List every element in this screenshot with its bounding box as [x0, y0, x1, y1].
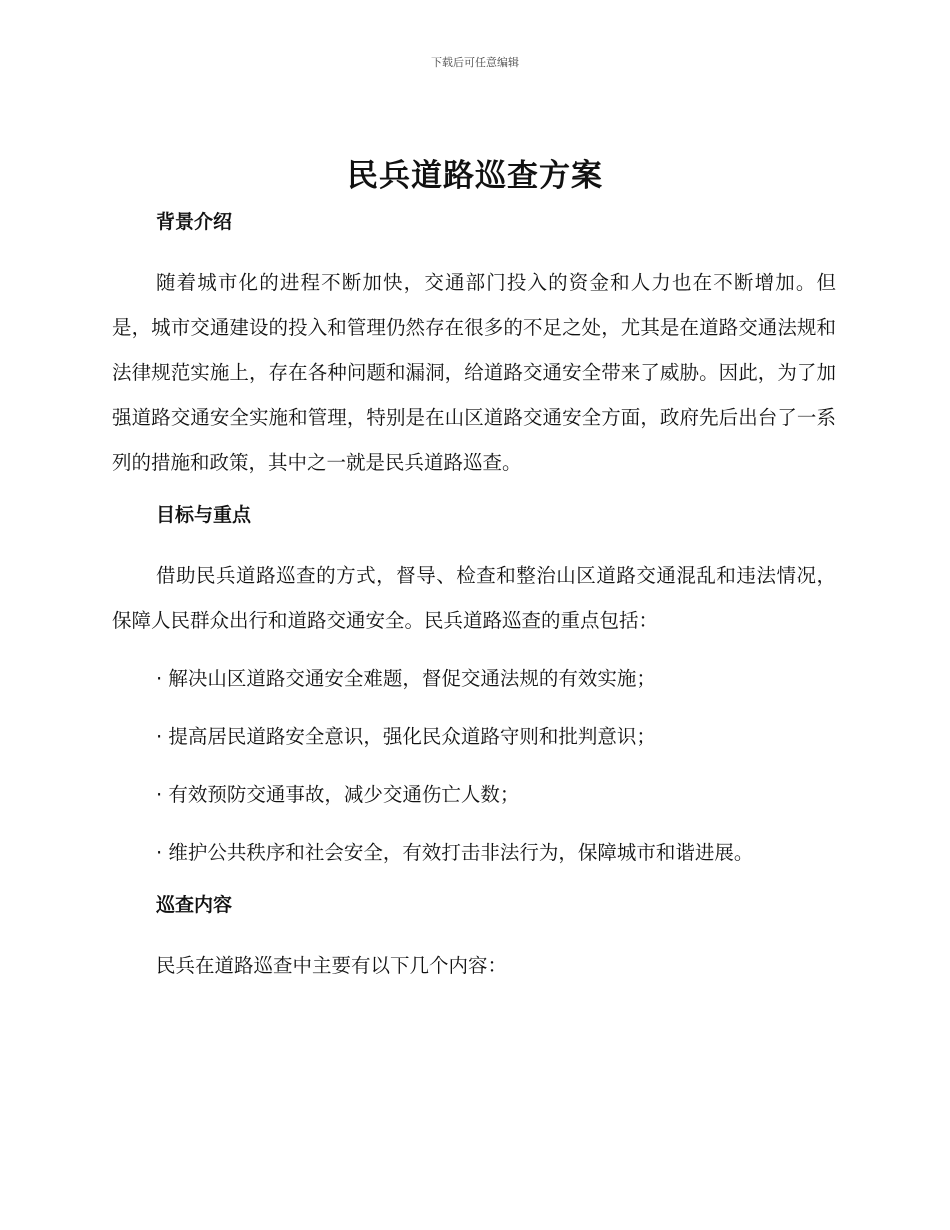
section-heading-goals: 目标与重点 [156, 504, 252, 526]
document-title: 民兵道路巡查方案 [347, 158, 603, 194]
background-paragraph: 随着城市化的进程不断加快，交通部门投入的资金和人力也在不断增加。但是，城市交通建设的投入和管理仍然存在很多的不足之处，尤其是在道路交通法规和法律规范实施上，存在各种问题和漏洞，给道路交通安全带来了威胁。因此，为了加强道路交通安全实施和管理，特别是在山区道路交通安全方面，政府先后出台了一系列的措施和政策，其中之一就是民兵道路巡查。 [112, 271, 836, 474]
goal-bullet-3: · 有效预防交通事故，减少交通伤亡人数； [156, 783, 520, 806]
section-heading-patrol-content: 巡查内容 [156, 894, 233, 916]
patrol-content-paragraph: 民兵在道路巡查中主要有以下几个内容： [156, 954, 508, 977]
goal-bullet-1: · 解决山区道路交通安全难题，督促交通法规的有效实施； [156, 667, 656, 690]
goals-paragraph: 借助民兵道路巡查的方式，督导、检查和整治山区道路交通混乱和违法情况，保障人民群众出行和道路交通安全。民兵道路巡查的重点包括： [112, 564, 836, 632]
page-header-note: 下载后可任意编辑 [431, 56, 519, 69]
goal-bullet-2: · 提高居民道路安全意识，强化民众道路守则和批判意识； [156, 725, 656, 748]
section-heading-background: 背景介绍 [156, 211, 233, 233]
goal-bullet-4: · 维护公共秩序和社会安全，有效打击非法行为，保障城市和谐进展。 [156, 841, 754, 864]
document-body [112, 204, 836, 988]
